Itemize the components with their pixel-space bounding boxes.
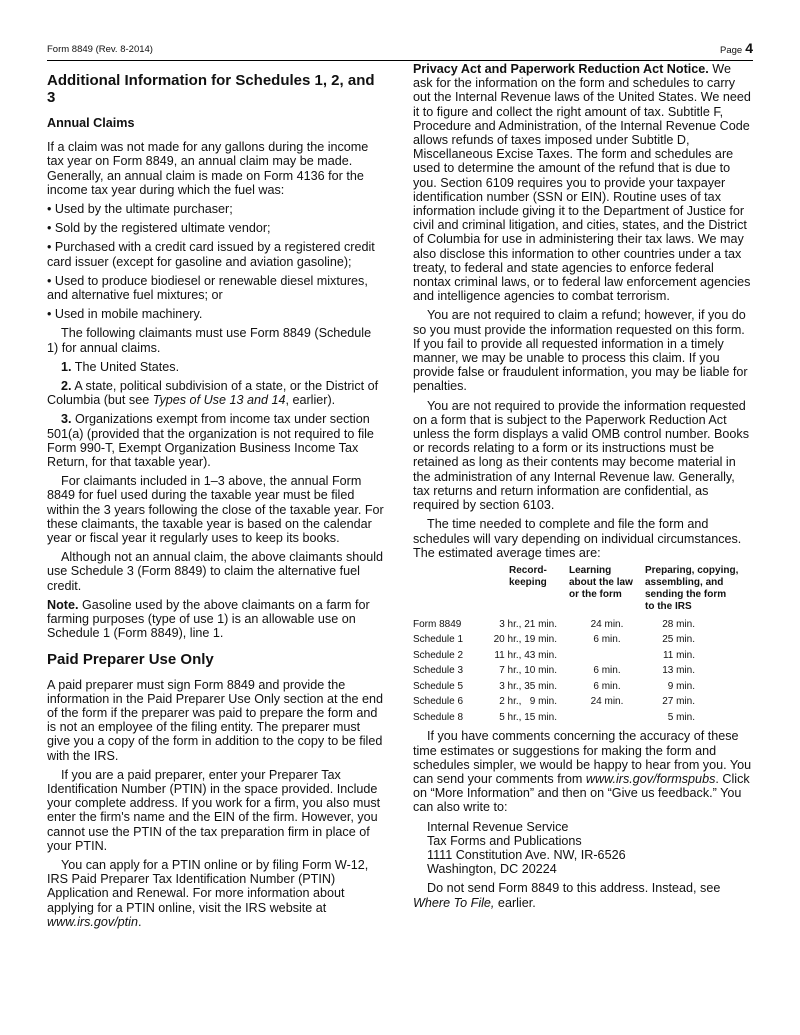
bullet-item: • Sold by the registered ultimate vendor; [47,221,271,236]
formspubs-link[interactable]: www.irs.gov/formspubs [585,772,716,787]
table-cell: 27 min. [662,696,695,708]
table-cell: 28 min. [662,618,695,630]
left-column [47,62,385,934]
table-cell: Form 8849 [413,618,462,630]
table-header [413,565,475,617]
table-cell: 20 hr., 19 min. [493,634,557,646]
paragraph: The time needed to complete and file the form and schedules will vary depending on individual circumstances. The estimated average times are: [413,517,742,560]
address-line: Internal Revenue Service [427,819,569,834]
form-id: Form 8849 (Rev. 8-2014) [47,44,153,55]
table-row [413,679,741,695]
bullet-item: • Used by the ultimate purchaser; [47,202,233,217]
numbered-item: 2. A state, political subdivision of a state, or the District of Columbia (but see Types of Use 13 and 14, earlier). [47,379,379,408]
table-cell: Schedule 6 [413,696,464,708]
table-cell: 3 hr., 35 min. [499,680,557,692]
page-label: Page [720,45,743,56]
paragraph: Do not send Form 8849 to this address. Instead, see Where To File, earlier. [413,881,721,910]
table-cell: Schedule 2 [413,649,464,661]
table-cell [569,710,645,726]
table-cell: 24 min. [590,696,624,708]
paragraph: Although not an annual claim, the above claimants should use Schedule 3 (Form 8849) to claim the alternative fuel credit. [47,550,384,593]
paragraph: A paid preparer must sign Form 8849 and provide the information in the Paid Preparer Use Only section at the end of the form if the preparer was paid to prepare the form and is not an employee of the filing entity. The preparer must give you a copy of the form in addition to the copy to be filed with the IRS. [47,677,384,763]
table-cell: 11 hr., 43 min. [494,649,557,661]
right-column [413,62,753,915]
bullet-item: • Used to produce biodiesel or renewable diesel mixtures, and alternative fuel mixtures; or [47,273,368,303]
page-header [47,38,753,61]
table-cell: Schedule 3 [413,665,464,677]
address-line: Tax Forms and Publications [427,833,582,848]
numbered-item: 3. Organizations exempt from income tax under section 501(a) (provided that the organization is not required to file Form 990-T, Exempt Organization Business Income Tax Return, for that taxable year). [47,412,374,470]
table-cell: 6 min. [593,634,621,646]
bullet-item: • Purchased with a credit card issued by a registered credit card issuer (except for gasoline and aviation gasoline); [47,240,375,269]
table-row [413,710,741,726]
table-cell: 13 min. [662,665,695,677]
table-cell: 6 min. [593,665,621,677]
table-cell: 5 min. [667,711,695,723]
table-row [413,632,741,648]
table-row [413,694,741,710]
heading-additional-info: Additional Information for Schedules 1, 2, and 3 [47,72,375,106]
paragraph: You are not required to provide the information requested on a form that is subject to the Paperwork Reduction Act unless the form displays a valid OMB control number. Books or records relating to a form or its instructions must be retained as long as their contents may become material in the administration of any Internal Revenue law. Generally, tax returns and return information are confidential, as required by section 6103. [413,398,749,513]
address-line: 1111 Constitution Ave. NW, IR-6526 [427,848,626,863]
table-cell: 6 min. [593,680,621,692]
table-header: Record- keeping [509,564,547,588]
table-cell: Schedule 1 [413,634,464,646]
table-cell: 24 min. [590,618,624,630]
table-cell: Schedule 8 [413,711,464,723]
numbered-item: 1. The United States. [61,359,180,374]
paragraph: For claimants included in 1–3 above, the annual Form 8849 for fuel used during the taxable year must be filed within the 3 years following the close of the taxable year. For these claimants, the taxable year is based on the calendar year or fiscal year it regularly uses to keep its books. [47,474,384,546]
table-cell [569,648,645,664]
address-line: Washington, DC 20224 [427,862,557,877]
note-paragraph: Note. Gasoline used by the above claimants on a farm for farming purposes (type of use 1) is an allowable use on Schedule 1 (Form 8849), line 1. [47,597,370,641]
subheading-annual-claims: Annual Claims [47,116,135,130]
paragraph: If a claim was not made for any gallons during the income tax year on Form 8849, an annual claim may be made. Generally, an annual claim is made on Form 4136 for the income tax year during which the fuel was: [47,140,369,197]
table-row [413,648,741,664]
table-cell: 9 min. [667,680,695,692]
table-row [413,663,741,679]
table-cell: 25 min. [662,634,695,646]
page-number: 4 [745,40,753,56]
table-cell: 2 hr., 9 min. [499,696,557,708]
paragraph: You are not required to claim a refund; however, if you do so you must provide the information requested on this form. If you fail to provide all requested information in a timely manner, we may be unable to process this claim. If you provide false or fraudulent information, you may be liable for penalties. [413,308,748,394]
table-row [413,617,741,633]
time-estimates-table [413,565,741,726]
table-cell: 3 hr., 21 min. [499,618,557,630]
paragraph: The following claimants must use Form 8849 (Schedule 1) for annual claims. [47,326,372,355]
bullet-item: • Used in mobile machinery. [47,307,203,322]
privacy-notice: Privacy Act and Paperwork Reduction Act Notice. We ask for the information on the form and schedules to carry out the Internal Revenue laws of the United States. We need it to figure and collect the right amount of tax. Subtitle F, Procedure and Administration, of the Internal Revenue Code allows refunds of taxes imposed under Subtitle D, Miscellaneous Excise Taxes. The form and schedules are used to determine the amount of the refund that is due to you. Section 6109 requires you to provide your taxpayer identification number (SSN or EIN). Routine uses of tax information include giving it to the Department of Justice for civil and criminal litigation, and cities, states, and the District of Columbia for use in administering their tax laws. We may also disclose this information to other countries under a tax treaty, to federal and state agencies to enforce federal nontax criminal laws, or to federal law enforcement agencies and intelligence agencies to combat terrorism. [413,62,751,304]
table-cell: Schedule 5 [413,680,464,692]
table-cell: 5 hr., 15 min. [499,711,557,723]
ptin-link[interactable]: www.irs.gov/ptin [47,914,138,929]
table-header: Preparing, copying, assembling, and sending the form to the IRS [645,564,739,612]
paragraph: You can apply for a PTIN online or by filing Form W-12, IRS Paid Preparer Tax Identification Number (PTIN) Application and Renewal. For more information about applying for a PTIN online, visit the IRS website at www.irs.gov/ptin. [47,857,369,929]
table-header: Learning about the law or the form [569,564,633,600]
page-indicator [720,40,753,56]
table-cell: 11 min. [662,649,695,661]
paragraph: If you have comments concerning the accuracy of these time estimates or suggestions for making the form and schedules simpler, we would be happy to hear from you. You can send your comments from www.irs.gov/formspubs. Click on “More Information” and then on “Give us feedback.” You can also write to: [413,729,752,815]
paragraph: If you are a paid preparer, enter your Preparer Tax Identification Number (PTIN) in the space provided. Include your complete address. If you work for a firm, you also must enter the firm's name and the EIN of the firm. However, you cannot use the PTIN of the tax preparation firm in place of your PTIN. [47,767,381,853]
table-header-row [413,565,741,617]
table-cell: 7 hr., 10 min. [499,665,557,677]
heading-paid-preparer: Paid Preparer Use Only [47,650,214,668]
